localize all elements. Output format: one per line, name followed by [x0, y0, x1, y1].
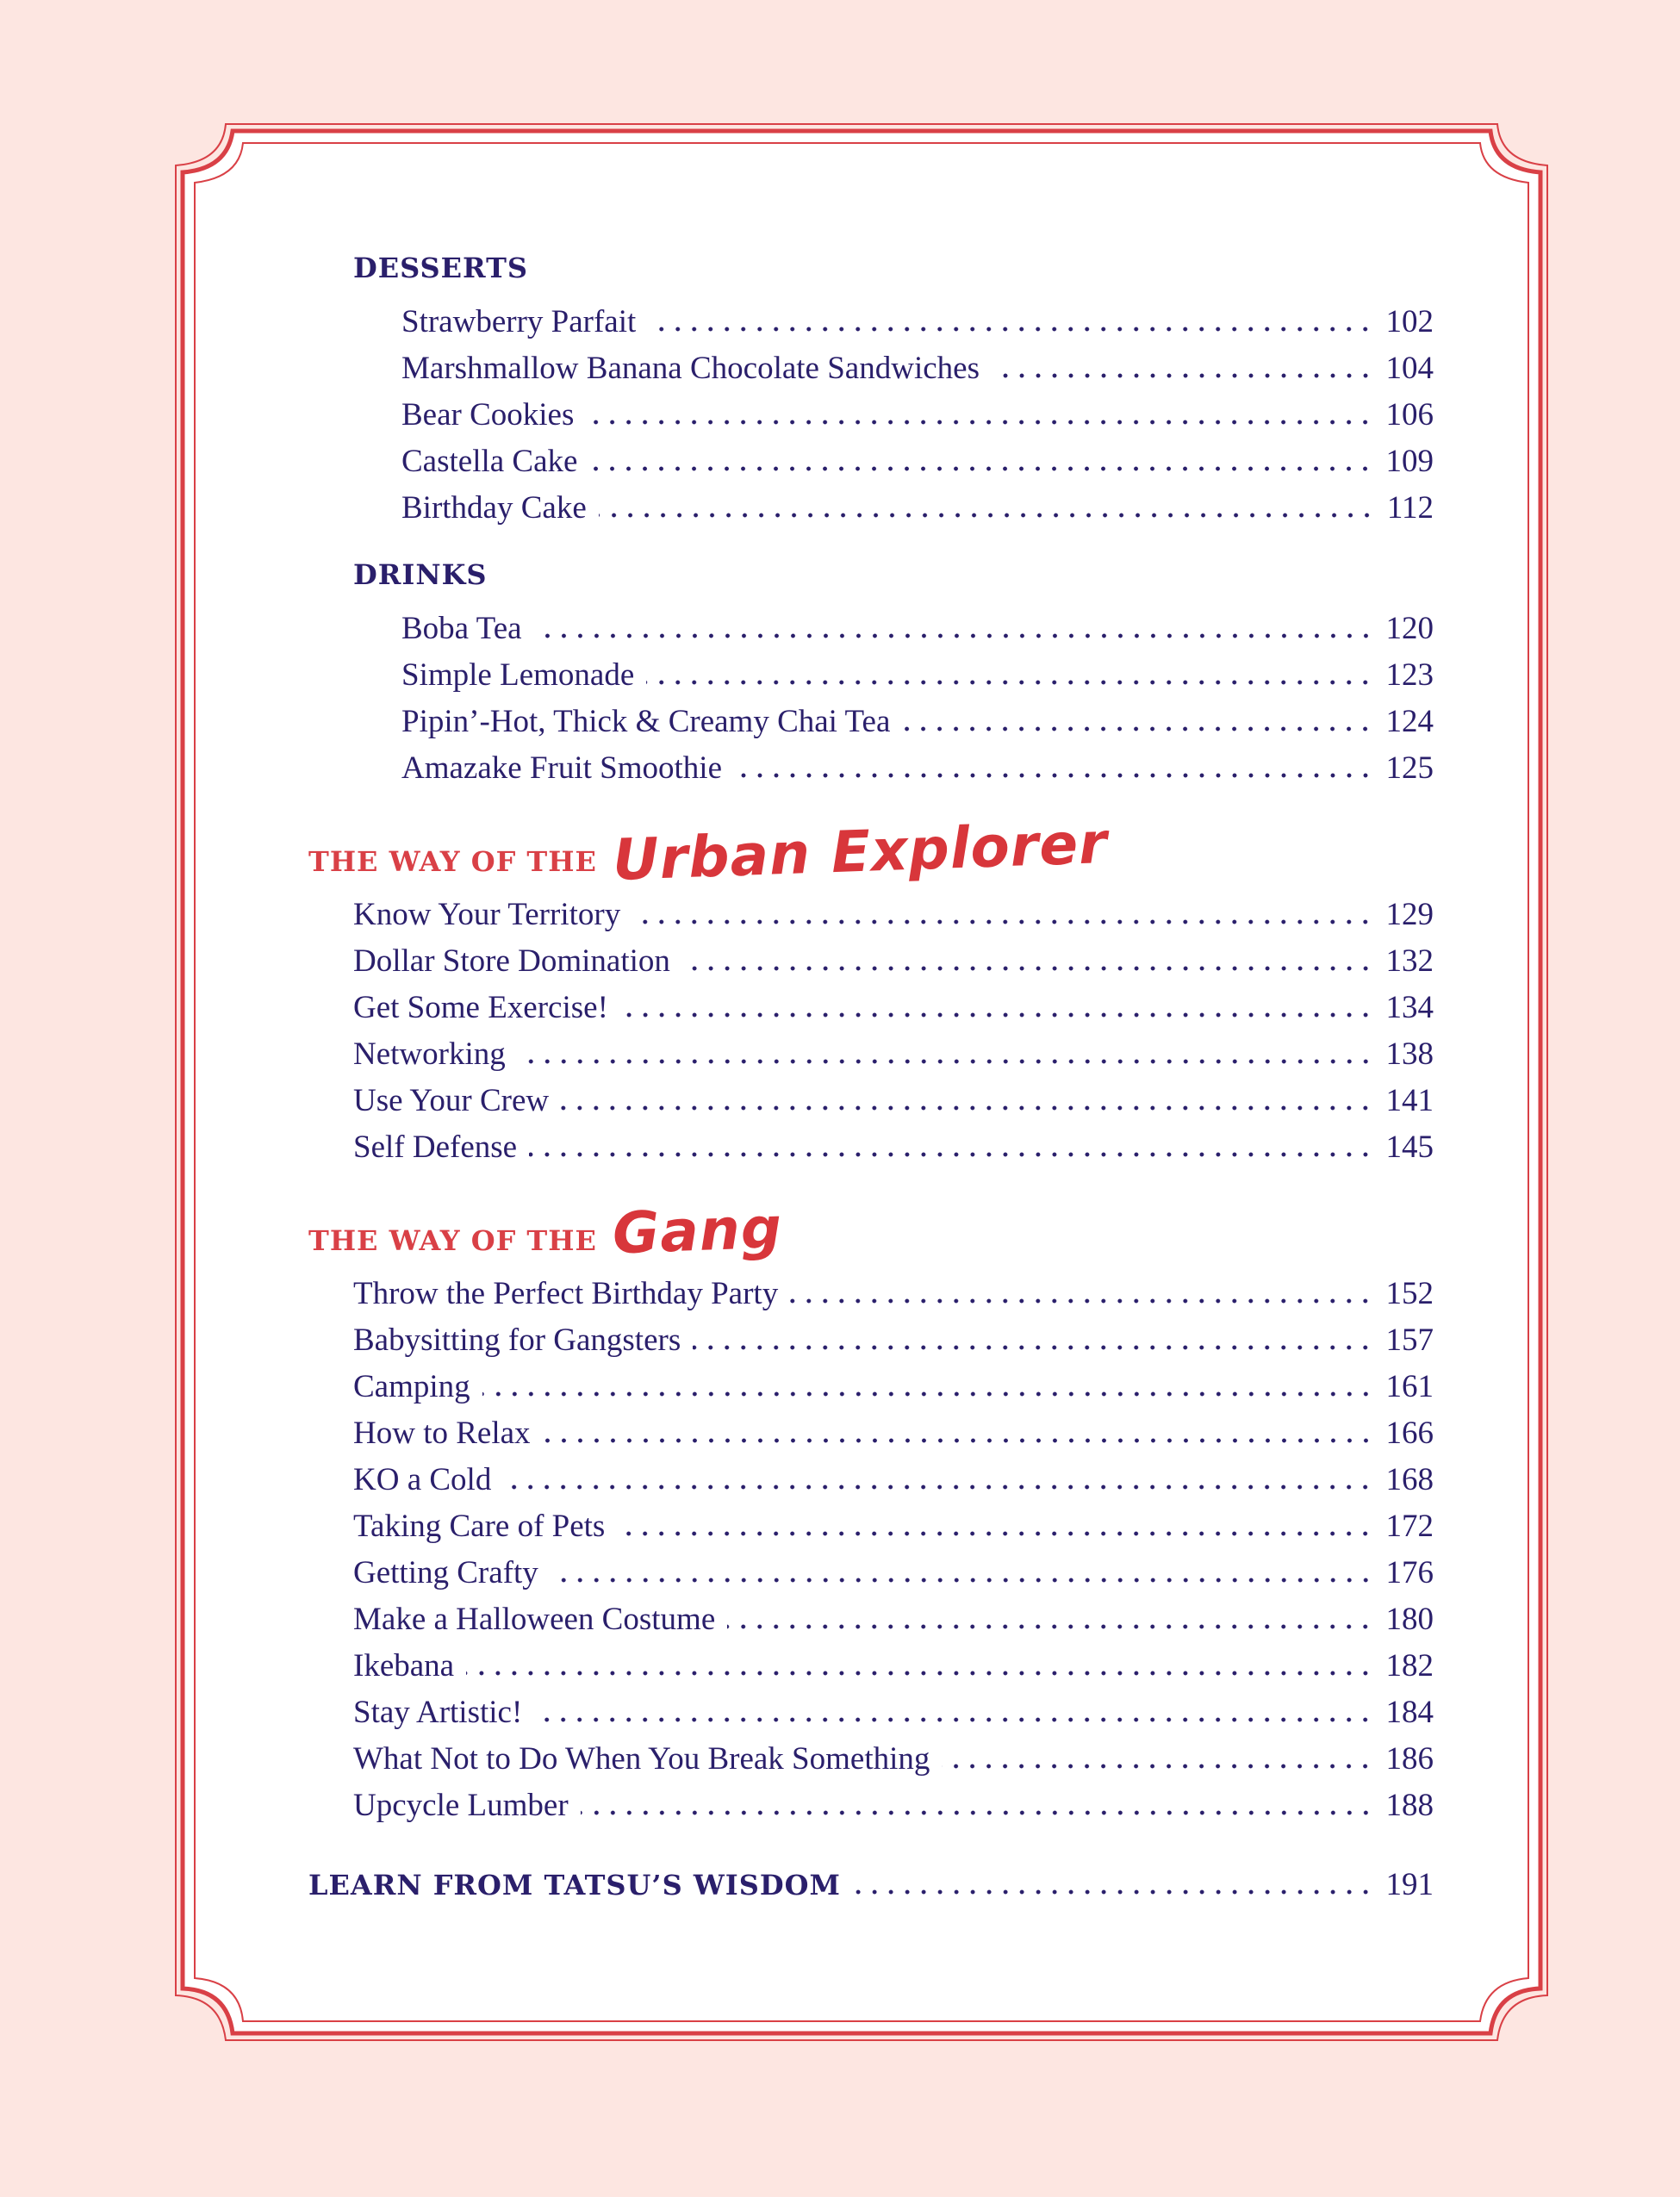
- toc-entry[interactable]: [353, 894, 1434, 936]
- toc-entry[interactable]: [401, 701, 1434, 743]
- toc-page-number: 182: [1385, 1648, 1434, 1684]
- dot-leader: [617, 1529, 1373, 1538]
- toc-entry[interactable]: [353, 1646, 1434, 1687]
- dot-leader: [551, 1576, 1374, 1584]
- toc-entry[interactable]: [401, 655, 1434, 696]
- dot-leader: [503, 1483, 1373, 1491]
- toc-title: Use Your Crew: [353, 1083, 550, 1118]
- toc-page-number: 180: [1385, 1602, 1434, 1637]
- toc-page-number: 161: [1385, 1369, 1434, 1404]
- dot-leader: [632, 918, 1373, 926]
- toc-title: What Not to Do When You Break Something: [353, 1741, 930, 1777]
- toc-page-number: 125: [1385, 750, 1434, 786]
- drinks-heading: DRINKS: [353, 558, 488, 591]
- toc-page-number: 176: [1385, 1555, 1434, 1590]
- dot-leader: [482, 1390, 1374, 1398]
- toc-entry[interactable]: [353, 1127, 1434, 1168]
- urban-explorer-heading: [308, 809, 1109, 894]
- toc-page-number: 168: [1385, 1462, 1434, 1497]
- toc-title: Make a Halloween Costume: [353, 1602, 716, 1637]
- dot-leader: [734, 771, 1374, 780]
- toc-page-number: 141: [1385, 1083, 1434, 1118]
- toc-entry[interactable]: [401, 748, 1434, 789]
- dot-leader: [518, 1057, 1374, 1066]
- toc-entry[interactable]: [401, 348, 1434, 389]
- toc-page-number: 109: [1385, 444, 1434, 479]
- toc-title: Amazake Fruit Smoothie: [401, 750, 722, 786]
- section-prefix: THE WAY OF THE: [308, 845, 597, 878]
- toc-entry[interactable]: [353, 1506, 1434, 1547]
- dot-leader: [902, 725, 1373, 733]
- toc-title: KO a Cold: [353, 1462, 492, 1497]
- toc-title: Self Defense: [353, 1130, 518, 1165]
- toc-title: Bear Cookies: [401, 397, 575, 433]
- toc-page-number: 102: [1385, 304, 1434, 339]
- dot-leader: [682, 964, 1374, 973]
- toc-page-number: 188: [1385, 1788, 1434, 1823]
- section-script-title: Gang: [611, 1194, 784, 1267]
- toc-page-number: 166: [1385, 1416, 1434, 1451]
- section-prefix: THE WAY OF THE: [308, 1224, 597, 1257]
- toc-entry-wisdom[interactable]: [308, 1864, 1434, 1906]
- toc-page-number: 106: [1385, 397, 1434, 433]
- toc-entry[interactable]: [353, 1692, 1434, 1733]
- toc-page-number: 152: [1385, 1276, 1434, 1311]
- dot-leader: [529, 1150, 1373, 1159]
- toc-page-number: 123: [1385, 657, 1434, 693]
- toc-entry[interactable]: [401, 395, 1434, 436]
- dot-leader: [727, 1622, 1373, 1631]
- toc-page-number: 186: [1385, 1741, 1434, 1777]
- toc-page-number: 191: [1385, 1867, 1434, 1902]
- toc-title: Marshmallow Banana Chocolate Sandwiches: [401, 351, 980, 386]
- toc-page-number: 184: [1385, 1695, 1434, 1730]
- toc-entry[interactable]: [401, 488, 1434, 529]
- toc-entry[interactable]: [353, 987, 1434, 1029]
- toc-title: Ikebana: [353, 1648, 455, 1684]
- dot-leader: [543, 1436, 1374, 1445]
- toc-title: Taking Care of Pets: [353, 1509, 606, 1544]
- toc-entry[interactable]: [353, 1366, 1434, 1408]
- toc-entry[interactable]: [353, 1553, 1434, 1594]
- toc-page-number: 145: [1385, 1130, 1434, 1165]
- toc-title: Pipin’-Hot, Thick & Creamy Chai Tea: [401, 704, 891, 739]
- toc-page-number: 129: [1385, 897, 1434, 932]
- toc-title: Dollar Store Domination: [353, 943, 670, 979]
- toc-entry[interactable]: [353, 1739, 1434, 1780]
- dot-leader: [581, 1808, 1374, 1817]
- toc-entry[interactable]: [353, 1599, 1434, 1640]
- toc-entry[interactable]: [401, 302, 1434, 343]
- toc-title: Know Your Territory: [353, 897, 621, 932]
- toc-page-number: 138: [1385, 1036, 1434, 1072]
- dot-leader: [534, 1715, 1373, 1724]
- toc-entry[interactable]: [401, 608, 1434, 650]
- toc-title: Strawberry Parfait: [401, 304, 637, 339]
- toc-title: Castella Cake: [401, 444, 578, 479]
- toc-entry[interactable]: [353, 1413, 1434, 1454]
- toc-entry[interactable]: [353, 1785, 1434, 1827]
- dot-leader: [942, 1762, 1373, 1771]
- dot-leader: [589, 464, 1373, 473]
- toc-page-number: 112: [1386, 490, 1434, 526]
- toc-page-number: 124: [1385, 704, 1434, 739]
- toc-title: Getting Crafty: [353, 1555, 538, 1590]
- toc-title: Stay Artistic!: [353, 1695, 523, 1730]
- toc-page-number: 157: [1385, 1323, 1434, 1358]
- dot-leader: [620, 1011, 1374, 1019]
- toc-title: Get Some Exercise!: [353, 990, 608, 1025]
- toc-entry[interactable]: [401, 441, 1434, 482]
- toc-title: Camping: [353, 1369, 470, 1404]
- toc-page-number: 134: [1385, 990, 1434, 1025]
- desserts-heading: DESSERTS: [353, 252, 528, 284]
- dot-leader: [586, 418, 1373, 426]
- toc-title: Birthday Cake: [401, 490, 587, 526]
- dot-leader: [599, 511, 1375, 520]
- toc-title: Networking: [353, 1036, 506, 1072]
- gang-heading: [308, 1194, 784, 1267]
- dot-leader: [648, 325, 1373, 333]
- toc-title: Boba Tea: [401, 611, 522, 646]
- dot-leader: [534, 632, 1374, 640]
- dot-leader: [853, 1888, 1374, 1896]
- toc-title: Upcycle Lumber: [353, 1788, 569, 1823]
- dot-leader: [646, 678, 1373, 687]
- toc-entry[interactable]: [353, 1080, 1434, 1122]
- dot-leader: [466, 1669, 1373, 1677]
- dot-leader: [992, 371, 1374, 380]
- toc-title: Throw the Perfect Birthday Party: [353, 1276, 779, 1311]
- toc-page-number: 120: [1385, 611, 1434, 646]
- toc-title: Babysitting for Gangsters: [353, 1323, 681, 1358]
- toc-page-number: 132: [1385, 943, 1434, 979]
- toc-title: LEARN FROM TATSU’S WISDOM: [308, 1869, 841, 1901]
- dot-leader: [790, 1297, 1373, 1305]
- section-script-title: Urban Explorer: [611, 809, 1109, 894]
- toc-entry[interactable]: [353, 1320, 1434, 1361]
- toc-title: Simple Lemonade: [401, 657, 635, 693]
- toc-entry[interactable]: [353, 941, 1434, 982]
- toc-page-number: 104: [1385, 351, 1434, 386]
- dot-leader: [693, 1343, 1373, 1352]
- toc-title: How to Relax: [353, 1416, 531, 1451]
- toc-entry[interactable]: [353, 1273, 1434, 1315]
- toc-entry[interactable]: [353, 1459, 1434, 1501]
- dot-leader: [561, 1104, 1373, 1112]
- toc-page-number: 172: [1385, 1509, 1434, 1544]
- toc-entry[interactable]: [353, 1034, 1434, 1075]
